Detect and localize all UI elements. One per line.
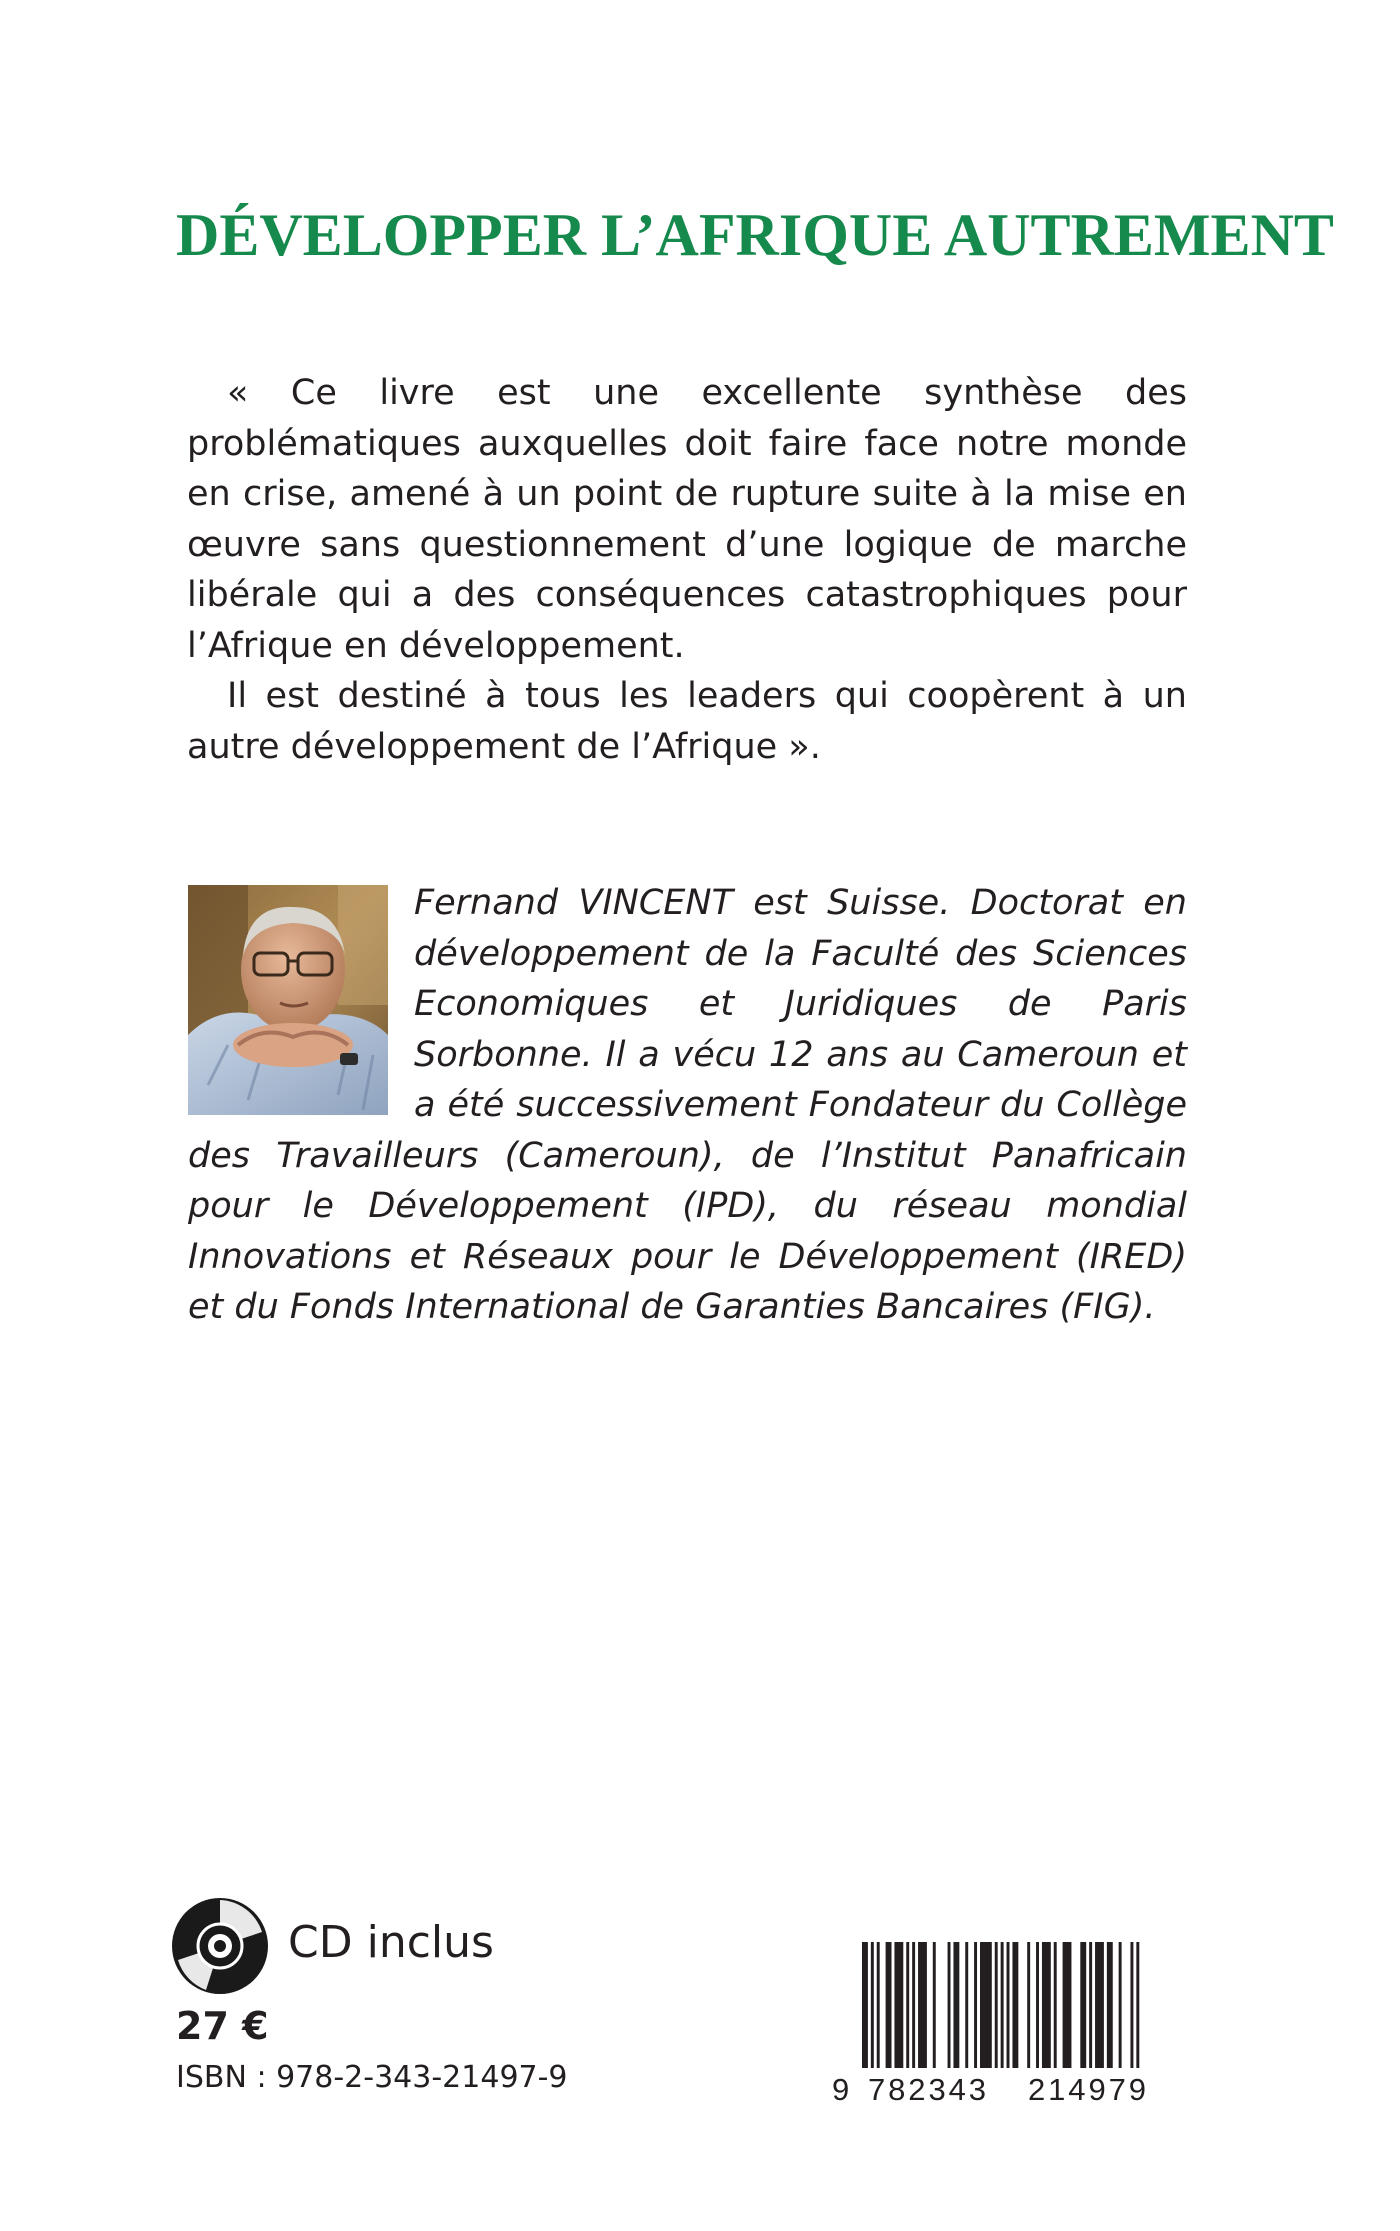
barcode-bar xyxy=(1136,1942,1139,2068)
barcode-bar xyxy=(877,1942,880,2068)
barcode-right-group: 214979 xyxy=(1028,2072,1146,2107)
barcode-bar xyxy=(933,1942,936,2068)
barcode-bar xyxy=(1080,1942,1086,2068)
barcode-bar xyxy=(974,1942,977,2068)
barcode-bar xyxy=(1036,1942,1039,2068)
author-bio-text: Fernand VINCENT est Suisse. Doctorat en développement de la Faculté des Sciences Economiques et Juridiques de Paris Sorbonne. Il a vécu 12 ans au Cameroun et a été successivement Fondateur du Collège des Travailleurs (Cameroun), de l’Institut Panafricain pour le Développement (IPD), du réseau mondial Innovations et Réseaux pour le Développement (IRED) et du Fonds International de Garanties Bancaires (FIG). xyxy=(188,883,1187,1327)
barcode-first-digit: 9 xyxy=(832,2072,850,2107)
barcode-bar xyxy=(871,1942,874,2068)
barcode-bar xyxy=(1119,1942,1122,2068)
cd-label: CD inclus xyxy=(288,1916,494,1968)
barcode-bar xyxy=(1130,1942,1133,2068)
barcode-bar xyxy=(1012,1942,1018,2068)
barcode-bars xyxy=(862,1942,1139,2068)
barcode-bar xyxy=(894,1942,903,2068)
barcode-bar xyxy=(1007,1942,1010,2068)
cd-disc-icon xyxy=(170,1896,270,2000)
author-photo xyxy=(188,885,388,1115)
book-title: DÉVELOPPER L’AFRIQUE AUTREMENT xyxy=(176,202,1334,268)
barcode-bar xyxy=(1107,1942,1113,2068)
barcode-bar xyxy=(912,1942,915,2068)
barcode-bar xyxy=(953,1942,959,2068)
blurb-quote xyxy=(187,368,1187,772)
barcode-bar xyxy=(1063,1942,1072,2068)
barcode-bar xyxy=(965,1942,968,2068)
barcode-bar xyxy=(1027,1942,1030,2068)
barcode-bar xyxy=(1095,1942,1104,2068)
isbn: ISBN : 978-2-343-21497-9 xyxy=(176,2060,568,2095)
barcode-bar xyxy=(906,1942,909,2068)
barcode-bar xyxy=(918,1942,927,2068)
quote-paragraph-1: « Ce livre est une excellente synthèse des problématiques auxquelles doit faire face notre monde en crise, amené à un point de rupture suite à la mise en œuvre sans questionnement d’une logique de marche libérale qui a des conséquences catastrophiques pour l’Afrique en développement. xyxy=(187,373,1187,666)
barcode-bar xyxy=(1001,1942,1004,2068)
barcode-left-group: 782343 xyxy=(868,2072,986,2107)
quote-paragraph-2: Il est destiné à tous les leaders qui coopèrent à un autre développement de l’Afrique ». xyxy=(187,676,1187,767)
barcode-bar xyxy=(995,1942,998,2068)
price: 27 € xyxy=(176,2004,269,2048)
barcode-bar xyxy=(1054,1942,1057,2068)
barcode-bar xyxy=(980,1942,992,2068)
author-bio xyxy=(188,878,1187,1333)
barcode-bar xyxy=(1089,1942,1092,2068)
barcode xyxy=(832,1942,1182,2107)
barcode-bar xyxy=(948,1942,951,2068)
barcode-bar xyxy=(886,1942,892,2068)
cd-badge xyxy=(170,1896,690,2000)
barcode-bar xyxy=(862,1942,868,2068)
barcode-bar xyxy=(1042,1942,1051,2068)
